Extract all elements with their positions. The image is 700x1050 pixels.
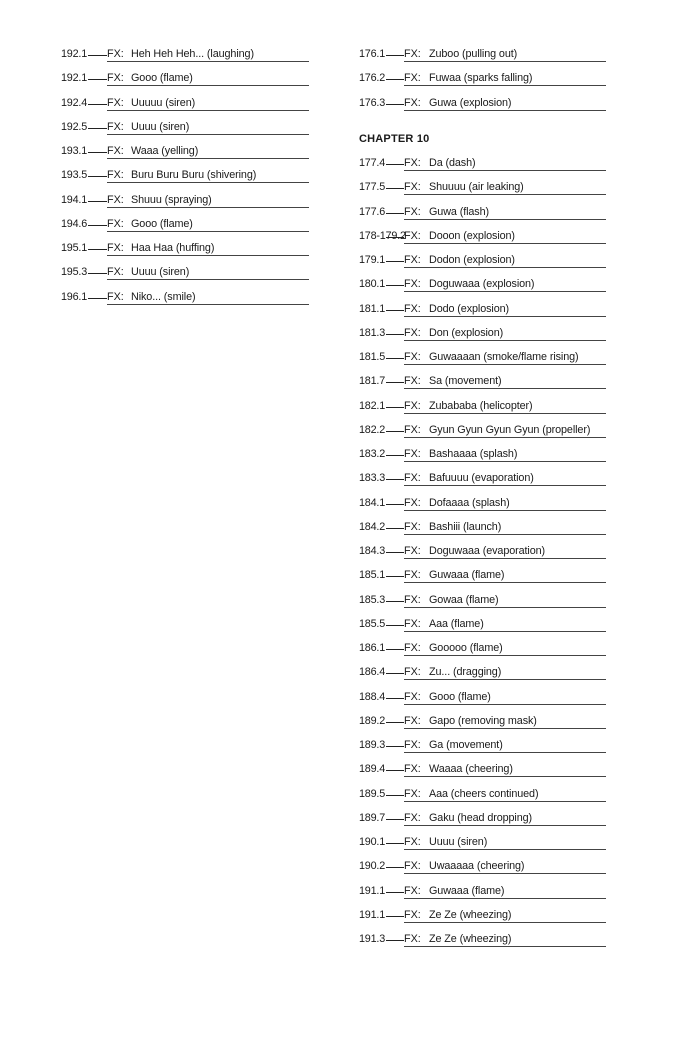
fx-entry [359, 250, 609, 274]
fx-tag: FX: [404, 836, 421, 848]
fx-tag: FX: [404, 908, 421, 921]
fx-entry [359, 347, 609, 371]
entry-underline [107, 279, 309, 280]
fx-tag: FX: [107, 193, 124, 206]
fx-tag: FX: [404, 229, 421, 242]
leader-line [88, 176, 107, 177]
entry-underline [404, 558, 606, 559]
fx-entry [359, 517, 609, 541]
entry-underline [107, 110, 309, 111]
fx-description: Uuuu (siren) [429, 836, 488, 848]
leader-line [386, 237, 404, 238]
entry-underline [404, 922, 606, 923]
fx-description: Aaa (flame) [429, 617, 484, 630]
entry-underline [404, 437, 606, 438]
fx-page-ref: 193.1 [61, 145, 88, 157]
fx-description: Zu... (dragging) [429, 666, 502, 679]
fx-tag: FX: [404, 96, 421, 109]
fx-description: Gooo (flame) [131, 72, 193, 85]
fx-description: Doguwaaa (evaporation) [429, 545, 546, 557]
fx-page-ref: 177.4 [359, 157, 386, 169]
entry-underline [404, 170, 606, 171]
fx-description: Bafuuuu (evaporation) [429, 472, 534, 485]
fx-description: Guwaaa (flame) [429, 569, 505, 582]
fx-tag: FX: [404, 884, 421, 897]
fx-description: Uuuu (siren) [131, 120, 190, 133]
fx-page-ref: 185.3 [359, 593, 386, 606]
leader-line [386, 722, 404, 723]
fx-page-ref: 177.6 [359, 205, 386, 218]
leader-line [386, 285, 404, 286]
entry-underline [404, 873, 606, 874]
leader-line [386, 455, 404, 456]
fx-description: Shuuu (spraying) [131, 193, 212, 206]
leader-line [386, 843, 404, 844]
leader-line [88, 104, 107, 105]
entry-underline [404, 849, 606, 850]
leader-line [386, 479, 404, 480]
fx-entry [61, 190, 311, 214]
fx-tag: FX: [107, 72, 124, 85]
entry-underline [107, 231, 309, 232]
fx-page-ref: 182.1 [359, 399, 386, 412]
leader-line [386, 746, 404, 747]
fx-entry [359, 832, 609, 856]
fx-page-ref: 181.1 [359, 302, 386, 315]
chapter-heading: CHAPTER 10 [359, 132, 430, 145]
entry-underline [107, 61, 309, 62]
fx-description: Ga (movement) [429, 739, 503, 751]
fx-page-ref: 180.1 [359, 278, 386, 291]
fx-entry [359, 541, 609, 565]
fx-entry [359, 687, 609, 711]
fx-entry [359, 202, 609, 226]
entry-underline [107, 255, 309, 256]
fx-tag: FX: [404, 399, 421, 412]
fx-entry [359, 856, 609, 880]
fx-description: Gowaa (flame) [429, 593, 499, 606]
leader-line [386, 673, 404, 674]
fx-entry [61, 44, 311, 68]
fx-description: Niko... (smile) [131, 290, 196, 303]
fx-entry [359, 711, 609, 735]
fx-description: Ze Ze (wheezing) [429, 908, 512, 921]
entry-underline [404, 679, 606, 680]
fx-page-ref: 176.3 [359, 96, 386, 109]
fx-tag: FX: [404, 545, 421, 557]
entry-underline [404, 534, 606, 535]
fx-tag: FX: [404, 423, 421, 436]
fx-description: Fuwaa (sparks falling) [429, 72, 533, 85]
fx-entry [359, 929, 609, 953]
fx-tag: FX: [107, 169, 124, 182]
fx-entry [359, 274, 609, 298]
fx-page-ref: 188.4 [359, 690, 386, 703]
fx-description: Gaku (head dropping) [429, 811, 533, 824]
leader-line [386, 382, 404, 383]
leader-line [88, 201, 107, 202]
leader-line [386, 261, 404, 262]
fx-tag: FX: [404, 520, 421, 533]
fx-page-ref: 182.2 [359, 423, 386, 436]
entry-underline [404, 776, 606, 777]
fx-page-ref: 191.1 [359, 908, 386, 921]
leader-line [386, 188, 404, 189]
fx-description: Zubababa (helicopter) [429, 399, 533, 412]
fx-page-ref: 186.1 [359, 642, 386, 654]
fx-entry [359, 905, 609, 929]
fx-page-ref: 185.5 [359, 617, 386, 630]
left-column [61, 44, 311, 311]
chapter-fx-list [359, 153, 609, 953]
entry-underline [404, 898, 606, 899]
fx-description: Uwaaaaa (cheering) [429, 860, 525, 873]
fx-description: Doguwaaa (explosion) [429, 278, 535, 291]
fx-description: Sa (movement) [429, 375, 502, 388]
fx-description: Uuuu (siren) [131, 266, 190, 279]
leader-line [88, 128, 107, 129]
fx-entry [359, 177, 609, 201]
fx-page-ref: 191.3 [359, 933, 386, 945]
leader-line [386, 770, 404, 771]
fx-tag: FX: [404, 278, 421, 291]
fx-description: Waaaa (cheering) [429, 763, 513, 776]
entry-underline [404, 825, 606, 826]
fx-page-ref: 195.3 [61, 266, 88, 279]
fx-description: Dodo (explosion) [429, 302, 510, 315]
fx-entry [359, 638, 609, 662]
leader-line [386, 334, 404, 335]
fx-description: Buru Buru Buru (shivering) [131, 169, 257, 182]
fx-entry [359, 565, 609, 589]
fx-entry [359, 784, 609, 808]
fx-page-ref: 183.3 [359, 472, 386, 485]
fx-tag: FX: [404, 569, 421, 582]
entry-underline [404, 85, 606, 86]
entry-underline [404, 388, 606, 389]
fx-tag: FX: [107, 145, 124, 157]
fx-page-ref: 192.4 [61, 96, 88, 109]
leader-line [386, 649, 404, 650]
fx-entry [359, 444, 609, 468]
fx-entry [359, 68, 609, 92]
leader-line [88, 298, 107, 299]
fx-description: Zuboo (pulling out) [429, 48, 518, 60]
fx-entry [61, 238, 311, 262]
fx-entry [359, 226, 609, 250]
fx-page-ref: 185.1 [359, 569, 386, 582]
entry-underline [404, 752, 606, 753]
leader-line [88, 79, 107, 80]
fx-tag: FX: [404, 448, 421, 460]
fx-entry [61, 93, 311, 117]
fx-description: Gapo (removing mask) [429, 714, 537, 727]
fx-description: Don (explosion) [429, 326, 504, 339]
fx-page-ref: 177.5 [359, 181, 386, 194]
entry-underline [404, 631, 606, 632]
fx-page-ref: 192.1 [61, 48, 88, 60]
fx-page-ref: 196.1 [61, 290, 88, 303]
fx-page-ref: 190.2 [359, 860, 386, 873]
fx-description: Waaa (yelling) [131, 145, 199, 157]
fx-page-ref: 176.2 [359, 72, 386, 85]
fx-page-ref: 179.1 [359, 254, 386, 266]
leader-line [386, 940, 404, 941]
fx-entry [359, 44, 609, 68]
leader-line [386, 104, 404, 105]
fx-tag: FX: [404, 472, 421, 485]
fx-tag: FX: [404, 205, 421, 218]
fx-entry [359, 662, 609, 686]
entry-underline [404, 582, 606, 583]
leader-line [386, 528, 404, 529]
fx-page-ref: 181.5 [359, 351, 386, 363]
leader-line [386, 916, 404, 917]
fx-entry [359, 493, 609, 517]
leader-line [386, 164, 404, 165]
fx-entry [61, 141, 311, 165]
leader-line [386, 625, 404, 626]
fx-page-ref: 183.2 [359, 448, 386, 460]
entry-underline [107, 182, 309, 183]
fx-entry [359, 808, 609, 832]
fx-page-ref: 190.1 [359, 836, 386, 848]
fx-entry [359, 93, 609, 117]
entry-underline [404, 461, 606, 462]
fx-entry [359, 735, 609, 759]
fx-page-ref: 184.1 [359, 496, 386, 509]
fx-entry [359, 759, 609, 783]
fx-tag: FX: [404, 593, 421, 606]
entry-underline [404, 801, 606, 802]
fx-description: Gooo (flame) [131, 217, 193, 230]
fx-description: Aaa (cheers continued) [429, 787, 539, 800]
fx-page-ref: 189.5 [359, 787, 386, 800]
fx-tag: FX: [404, 617, 421, 630]
fx-page-ref: 194.1 [61, 193, 88, 206]
entry-underline [404, 243, 606, 244]
fx-tag: FX: [404, 48, 421, 60]
fx-tag: FX: [404, 666, 421, 679]
fx-page-ref: 192.5 [61, 120, 88, 133]
entry-underline [107, 85, 309, 86]
fx-description: Guwa (flash) [429, 205, 490, 218]
fx-description: Guwaaa (flame) [429, 884, 505, 897]
fx-tag: FX: [404, 763, 421, 776]
fx-description: Guwaaaan (smoke/flame rising) [429, 351, 579, 363]
entry-underline [404, 946, 606, 947]
right-column [359, 44, 609, 953]
entry-underline [404, 267, 606, 268]
fx-tag: FX: [404, 933, 421, 945]
fx-description: Shuuuu (air leaking) [429, 181, 524, 194]
fx-page-ref: 194.6 [61, 217, 88, 230]
fx-tag: FX: [404, 714, 421, 727]
fx-description: Gyun Gyun Gyun Gyun (propeller) [429, 423, 591, 436]
leader-line [386, 576, 404, 577]
leader-line [386, 552, 404, 553]
fx-page-ref: 181.3 [359, 326, 386, 339]
fx-tag: FX: [404, 811, 421, 824]
fx-entry [61, 165, 311, 189]
fx-tag: FX: [404, 787, 421, 800]
fx-description: Gooooo (flame) [429, 642, 503, 654]
fx-tag: FX: [107, 242, 124, 254]
left-fx-list [61, 44, 311, 311]
fx-entry [359, 299, 609, 323]
leader-line [88, 273, 107, 274]
entry-underline [107, 304, 309, 305]
entry-underline [404, 340, 606, 341]
fx-tag: FX: [107, 96, 124, 109]
fx-tag: FX: [404, 326, 421, 339]
fx-tag: FX: [107, 120, 124, 133]
fx-description: Ze Ze (wheezing) [429, 933, 512, 945]
fx-page-ref: 178-179.2 [359, 229, 406, 242]
entry-underline [404, 704, 606, 705]
fx-description: Bashiii (launch) [429, 520, 502, 533]
fx-description: Guwa (explosion) [429, 96, 512, 109]
fx-tag: FX: [107, 266, 124, 279]
leader-line [386, 55, 404, 56]
fx-entry [359, 371, 609, 395]
fx-entry [359, 881, 609, 905]
fx-tag: FX: [404, 181, 421, 194]
leader-line [386, 431, 404, 432]
entry-underline [404, 219, 606, 220]
fx-tag: FX: [107, 217, 124, 230]
leader-line [386, 819, 404, 820]
leader-line [386, 867, 404, 868]
entry-underline [404, 413, 606, 414]
fx-tag: FX: [404, 157, 421, 169]
fx-description: Bashaaaa (splash) [429, 448, 518, 460]
fx-tag: FX: [404, 72, 421, 85]
fx-description: Dodon (explosion) [429, 254, 515, 266]
fx-page-ref: 176.1 [359, 48, 386, 60]
entry-underline [404, 291, 606, 292]
fx-tag: FX: [404, 739, 421, 751]
leader-line [88, 152, 107, 153]
entry-underline [404, 364, 606, 365]
fx-tag: FX: [404, 375, 421, 388]
leader-line [386, 795, 404, 796]
fx-tag: FX: [107, 48, 124, 60]
entry-underline [107, 134, 309, 135]
fx-page-ref: 192.1 [61, 72, 88, 85]
fx-entry [359, 468, 609, 492]
fx-page-ref: 189.3 [359, 739, 386, 751]
fx-tag: FX: [404, 860, 421, 873]
entry-underline [404, 485, 606, 486]
entry-underline [404, 728, 606, 729]
fx-description: Uuuuu (siren) [131, 96, 196, 109]
entry-underline [404, 316, 606, 317]
leader-line [386, 407, 404, 408]
fx-entry [61, 262, 311, 286]
leader-line [386, 504, 404, 505]
fx-page-ref: 184.2 [359, 520, 386, 533]
fx-tag: FX: [404, 351, 421, 363]
fx-page-ref: 189.4 [359, 763, 386, 776]
fx-description: Heh Heh Heh... (laughing) [131, 48, 254, 60]
fx-description: Dofaaaa (splash) [429, 496, 510, 509]
fx-page-ref: 191.1 [359, 884, 386, 897]
chapter-spacer [359, 117, 609, 129]
fx-description: Dooon (explosion) [429, 229, 515, 242]
fx-page-ref: 189.2 [359, 714, 386, 727]
leader-line [386, 79, 404, 80]
leader-line [88, 249, 107, 250]
fx-tag: FX: [404, 302, 421, 315]
leader-line [386, 213, 404, 214]
fx-page-ref: 181.7 [359, 375, 386, 388]
fx-entry [61, 68, 311, 92]
leader-line [386, 698, 404, 699]
fx-entry [359, 396, 609, 420]
fx-tag: FX: [107, 290, 124, 303]
entry-underline [107, 158, 309, 159]
fx-tag: FX: [404, 642, 421, 654]
fx-tag: FX: [404, 690, 421, 703]
fx-description: Haa Haa (huffing) [131, 242, 215, 254]
leader-line [386, 358, 404, 359]
entry-underline [107, 207, 309, 208]
fx-entry [359, 153, 609, 177]
entry-underline [404, 194, 606, 195]
fx-page-ref: 195.1 [61, 242, 88, 254]
fx-page-ref: 184.3 [359, 545, 386, 557]
fx-entry [359, 614, 609, 638]
entry-underline [404, 655, 606, 656]
fx-description: Da (dash) [429, 157, 476, 169]
fx-entry [359, 590, 609, 614]
entry-underline [404, 61, 606, 62]
fx-page-ref: 186.4 [359, 666, 386, 679]
fx-entry [61, 214, 311, 238]
fx-description: Gooo (flame) [429, 690, 491, 703]
fx-entry [359, 420, 609, 444]
fx-entry [61, 117, 311, 141]
leader-line [386, 601, 404, 602]
fx-page-ref: 193.5 [61, 169, 88, 182]
right-top-fx-list [359, 44, 609, 117]
leader-line [88, 55, 107, 56]
leader-line [386, 310, 404, 311]
leader-line [88, 225, 107, 226]
fx-entry [61, 287, 311, 311]
fx-tag: FX: [404, 496, 421, 509]
fx-page-ref: 189.7 [359, 811, 386, 824]
entry-underline [404, 510, 606, 511]
fx-entry [359, 323, 609, 347]
entry-underline [404, 607, 606, 608]
entry-underline [404, 110, 606, 111]
leader-line [386, 892, 404, 893]
fx-tag: FX: [404, 254, 421, 266]
